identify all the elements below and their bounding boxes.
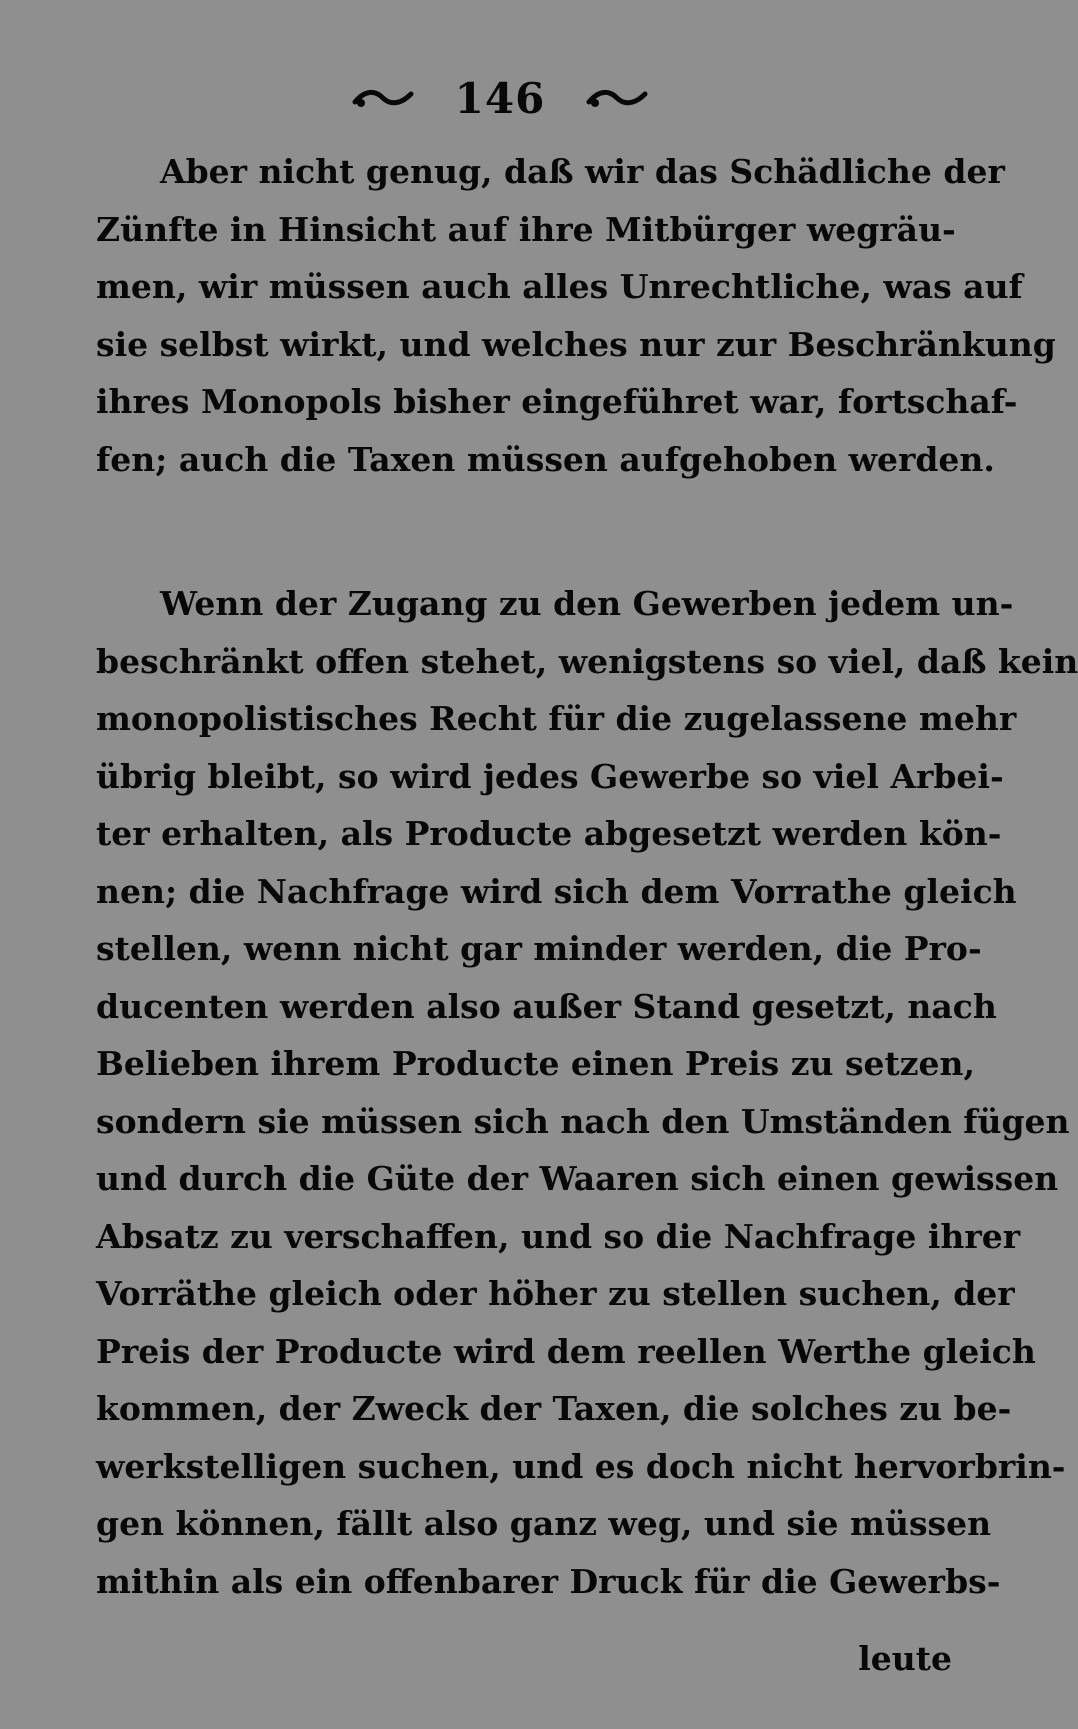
text-line: Preis der Producte wird dem reellen Werthe gleich bbox=[96, 1331, 1036, 1371]
page-header bbox=[0, 68, 1000, 128]
left-ornament-icon bbox=[351, 84, 415, 112]
text-line: werkstelligen suchen, und es doch nicht hervorbrin- bbox=[96, 1446, 1066, 1486]
text-line: fen; auch die Taxen müssen aufgehoben werden. bbox=[96, 439, 995, 479]
text-line: sie selbst wirkt, und welches nur zur Beschränkung bbox=[96, 324, 1056, 364]
text-line: kommen, der Zweck der Taxen, die solches zu be- bbox=[96, 1389, 1012, 1428]
text-line: Vorräthe gleich oder höher zu stellen suchen, der bbox=[96, 1274, 1015, 1313]
text-line: gen können, fällt also ganz weg, und sie müssen bbox=[96, 1504, 992, 1543]
catchword: leute bbox=[858, 1639, 952, 1678]
text-line: Aber nicht genug, daß wir das Schädliche der bbox=[160, 152, 1005, 191]
text-line: stellen, wenn nicht gar minder werden, die Pro- bbox=[96, 929, 982, 968]
paragraph-2 bbox=[96, 575, 1078, 1610]
text-line: ter erhalten, als Producte abgesetzt werden kön- bbox=[96, 814, 1002, 853]
text-line: sondern sie müssen sich nach den Umständen fügen bbox=[96, 1101, 1070, 1141]
text-line: ihres Monopols bisher eingeführet war, fortschaf- bbox=[96, 382, 1018, 421]
text-line: Wenn der Zugang zu den Gewerben jedem un- bbox=[160, 584, 1014, 623]
text-line: und durch die Güte der Waaren sich einen gewissen bbox=[96, 1159, 1059, 1198]
right-ornament-icon bbox=[585, 84, 649, 112]
text-line: Zünfte in Hinsicht auf ihre Mitbürger wegräu- bbox=[96, 209, 956, 249]
text-line: men, wir müssen auch alles Unrechtliche, was auf bbox=[96, 267, 1023, 306]
text-line: Belieben ihrem Producte einen Preis zu setzen, bbox=[96, 1044, 975, 1083]
text-line: mithin als ein offenbarer Druck für die Gewerbs- bbox=[96, 1561, 1001, 1601]
text-line: nen; die Nachfrage wird sich dem Vorrathe gleich bbox=[96, 871, 1017, 911]
paragraph-1 bbox=[96, 143, 1056, 488]
text-line: Absatz zu verschaffen, und so die Nachfrage ihrer bbox=[96, 1216, 1021, 1256]
text-line: ducenten werden also außer Stand gesetzt, nach bbox=[96, 986, 997, 1026]
text-line: übrig bleibt, so wird jedes Gewerbe so viel Arbei- bbox=[96, 756, 1004, 796]
text-line: monopolistisches Recht für die zugelassene mehr bbox=[96, 699, 1017, 738]
page-number: 146 bbox=[454, 73, 546, 123]
text-line: beschränkt offen stehet, wenigstens so viel, daß kein bbox=[96, 641, 1078, 681]
